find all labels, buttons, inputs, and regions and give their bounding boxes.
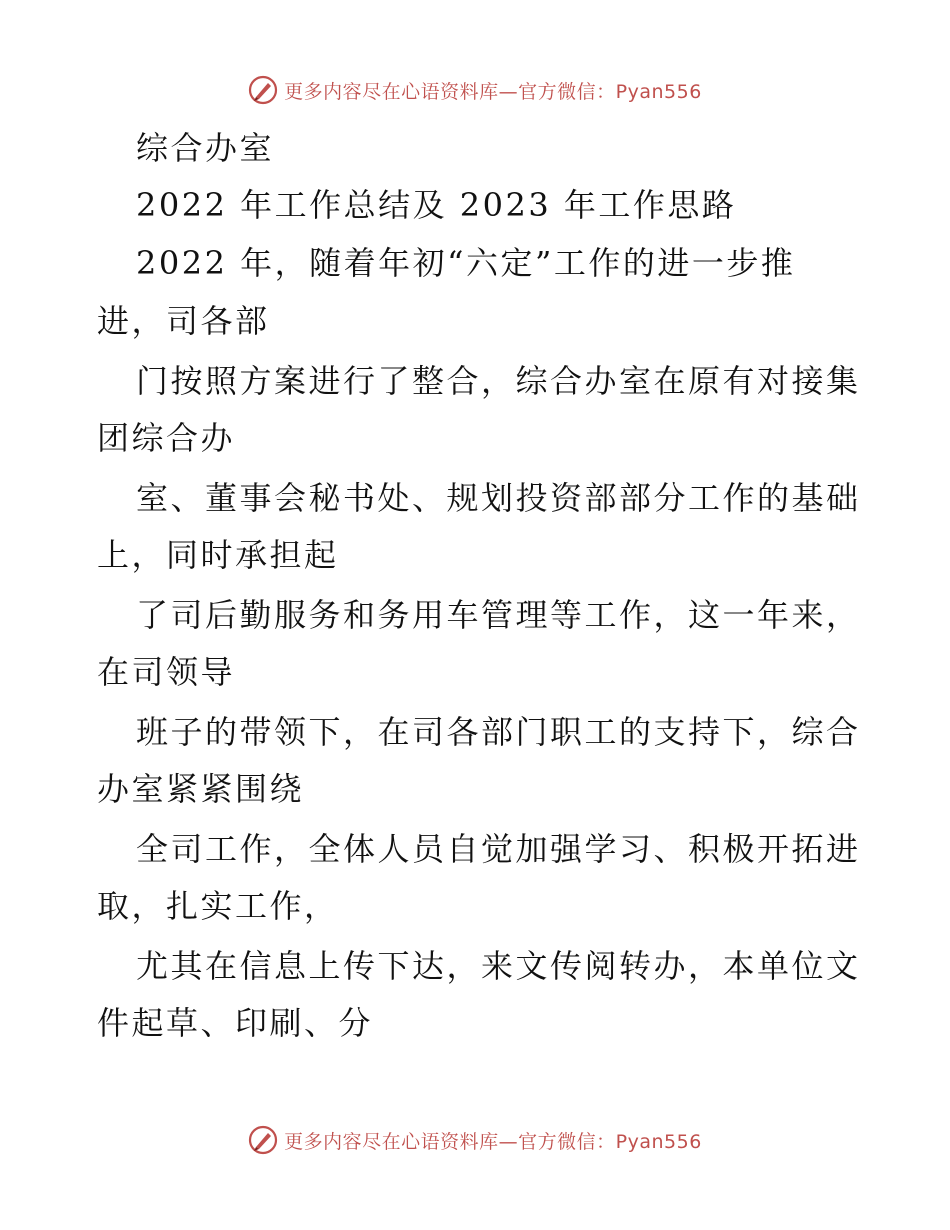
doc-line-11: 班子的带领下，在司各部门职工的支持下，综合: [136, 713, 861, 751]
pen-logo-icon: [248, 75, 278, 105]
doc-line-14: 取，扎实工作，: [97, 887, 339, 925]
doc-line-13: 全司工作，全体人员自觉加强学习、积极开拓进: [136, 830, 861, 868]
doc-line-16: 件起草、印刷、分: [97, 1004, 374, 1042]
header-watermark: [0, 70, 950, 110]
doc-line-3: 2022 年，随着年初“六定”工作的进一步推: [136, 244, 796, 282]
doc-line-2: 2022 年工作总结及 2023 年工作思路: [136, 186, 737, 224]
doc-line-4: 进，司各部: [97, 302, 270, 340]
doc-line-12: 办室紧紧围绕: [97, 770, 305, 808]
doc-line-15: 尤其在信息上传下达，来文传阅转办，本单位文: [136, 947, 861, 985]
header-watermark-text: 更多内容尽在心语资料库—官方微信：Pyan556: [284, 80, 702, 103]
pen-logo-icon: [248, 1125, 278, 1155]
doc-line-9: 了司后勤服务和务用车管理等工作，这一年来，: [136, 596, 861, 634]
footer-watermark-text: 更多内容尽在心语资料库—官方微信：Pyan556: [284, 1130, 702, 1153]
doc-line-6: 团综合办: [97, 419, 236, 457]
footer-watermark: [0, 1120, 950, 1160]
doc-line-10: 在司领导: [97, 653, 236, 691]
doc-line-5: 门按照方案进行了整合，综合办室在原有对接集: [136, 362, 861, 400]
doc-line-1: 综合办室: [136, 129, 275, 167]
doc-line-7: 室、董事会秘书处、规划投资部部分工作的基础: [136, 479, 861, 517]
doc-line-8: 上，同时承担起: [97, 536, 339, 574]
